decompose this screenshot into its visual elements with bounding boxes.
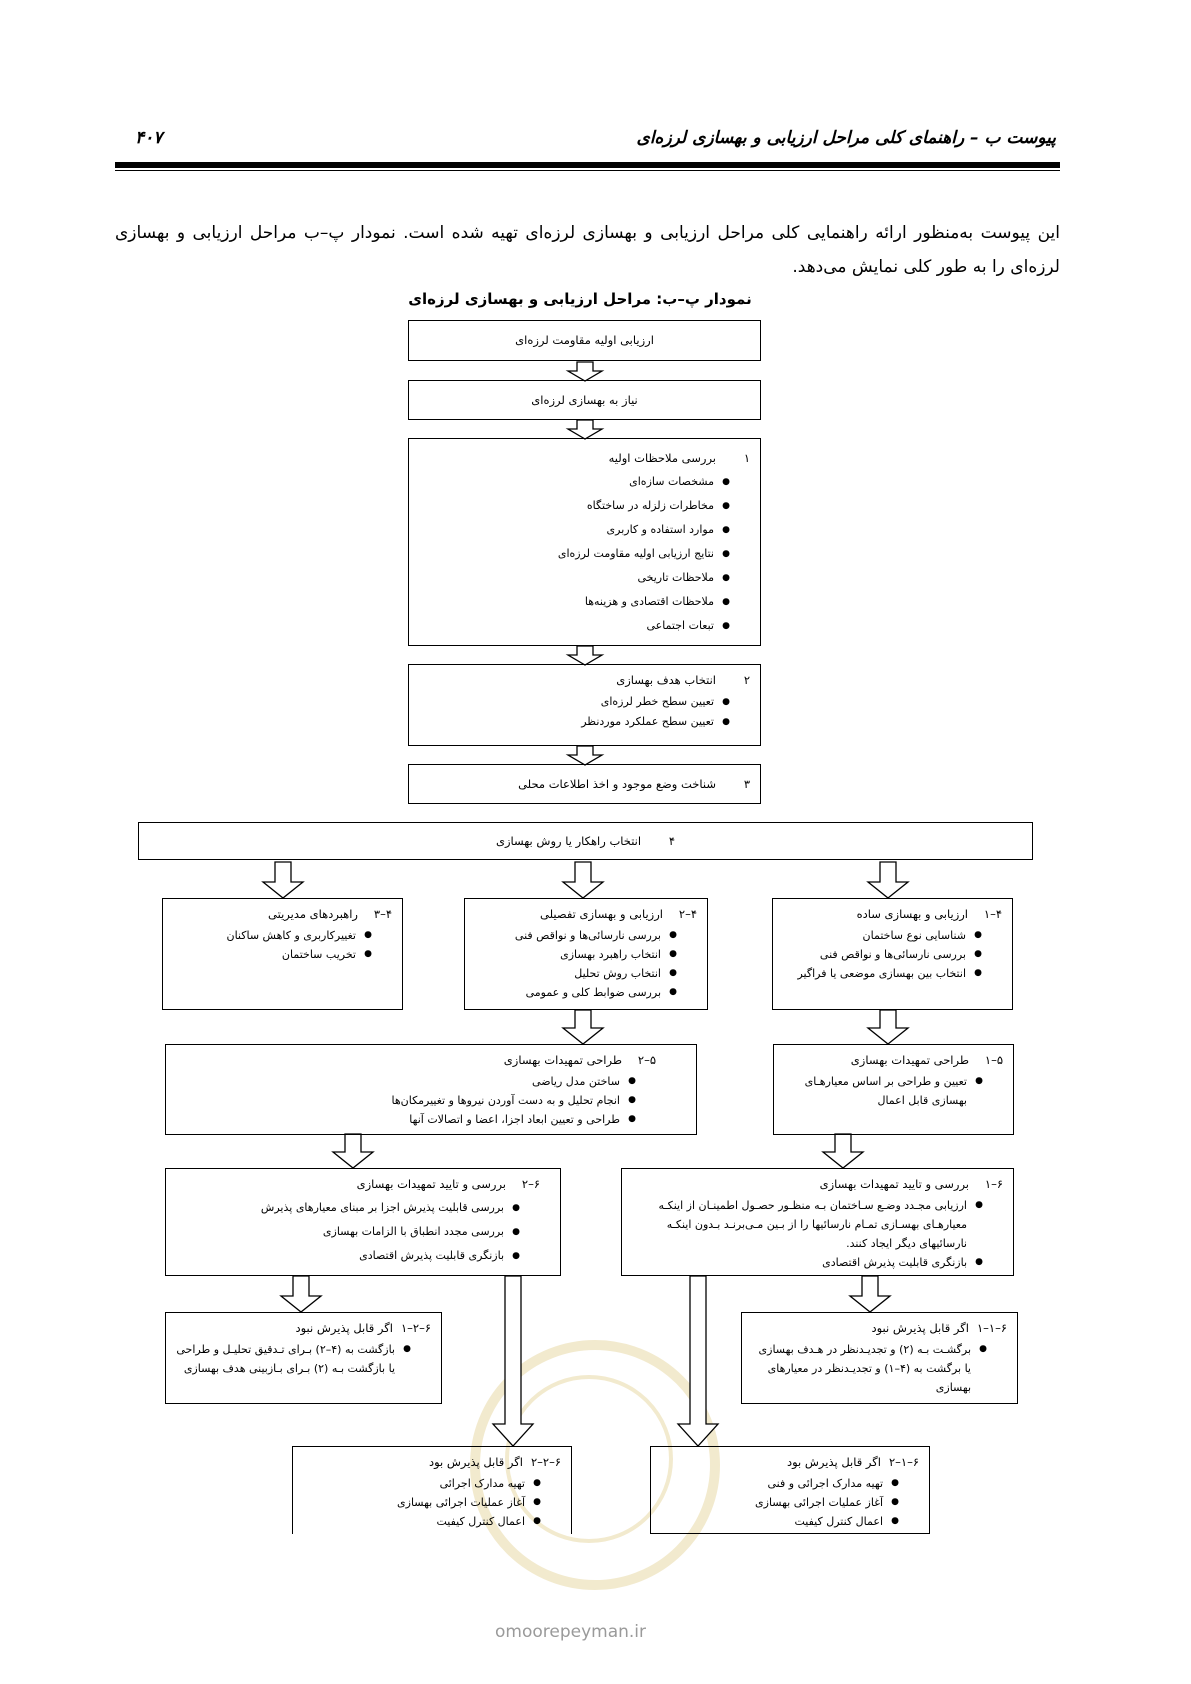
step-1-title: بررسی ملاحظات اولیه <box>608 451 716 465</box>
step-1-item: ● مشخصات سازه‌ای <box>419 470 714 494</box>
step-6-2-1-item: ● بازگشت به (۴–۲) بـرای تـدقیق تحلیـل و طراحی یا بازگشت بـه (۲) بـرای بـازبینی هدف بهسازی <box>176 1340 395 1378</box>
step-6-1-2-number: ۶–۱–۲ <box>888 1455 919 1469</box>
arrow-3 <box>568 646 602 665</box>
step-4-3-number: ۴–۳ <box>373 907 392 921</box>
box-step-6-1-2 <box>650 1446 930 1534</box>
step-2-number: ۲ <box>743 673 750 687</box>
step-6-2-2-number: ۶–۲–۲ <box>530 1455 561 1469</box>
step-6-1-item: ● بازنگری قابلیت پذیرش اقتصادی <box>632 1253 967 1272</box>
step-5-2-item: ● ساختن مدل ریاضی <box>176 1072 620 1091</box>
step-5-1-item: ● تعیین و طراحی بر اساس معیارهـای بهسازی قابل اعمال <box>784 1072 967 1110</box>
step-5-1-title: طراحی تمهیدات بهسازی <box>850 1053 969 1067</box>
box-step-6-1-1 <box>741 1312 1018 1404</box>
step-6-1-1-title: اگر قابل پذیرش نبود <box>871 1321 969 1335</box>
box-need-retrofit-label: نیاز به بهسازی لرزه‌ای <box>531 392 638 407</box>
step-4-2-item: ● انتخاب روش تحلیل <box>475 964 661 983</box>
box-step-4-1 <box>772 898 1013 1010</box>
step-4-3-item: ● تخریب ساختمان <box>173 945 356 964</box>
step-4-2-item: ● انتخاب راهبرد بهسازی <box>475 945 661 964</box>
box-step-4 <box>138 822 1033 860</box>
step-1-number: ۱ <box>743 451 750 465</box>
step-1-item: ● ملاحظات تاریخی <box>419 566 714 590</box>
step-5-2-item: ● انجام تحلیل و به دست آوردن نیروها و تغییرمکان‌ها <box>176 1091 620 1110</box>
box-step-6-2-1 <box>165 1312 442 1404</box>
step-6-1-2-title: اگر قابل پذیرش بود <box>786 1455 881 1469</box>
box-step-5-1 <box>773 1044 1014 1135</box>
step-4-2-title: ارزیابی و بهسازی تفصیلی <box>540 907 663 921</box>
arrow-6-1-1 <box>281 1276 321 1312</box>
step-3-number: ۳ <box>743 776 750 791</box>
box-step-4-3 <box>162 898 403 1010</box>
step-6-2-2-title: اگر قابل پذیرش بود <box>428 1455 523 1469</box>
box-step-6-2-2 <box>292 1446 572 1534</box>
step-4-1-item: ● انتخاب بین بهسازی موضعی یا فراگیر <box>783 964 966 983</box>
step-4-3-item: ● تغییرکاربری و کاهش ساکنان <box>173 926 356 945</box>
arrow-1 <box>568 362 602 381</box>
step-6-1-title: بررسی و تایید تمهیدات بهسازی <box>819 1177 969 1191</box>
step-4-1-number: ۴–۱ <box>983 907 1002 921</box>
box-step-2 <box>408 664 761 746</box>
step-2-title: انتخاب هدف بهسازی <box>616 673 716 687</box>
step-6-2-2-item: ● اعمال کنترل کیفیت <box>303 1512 525 1531</box>
box-initial-assessment-label: ارزیابی اولیه مقاومت لرزه‌ای <box>515 333 654 347</box>
step-6-2-number: ۶–۲ <box>521 1177 540 1191</box>
arrow-5-1 <box>868 1010 908 1044</box>
step-1-item: ● ملاحظات اقتصادی و هزینه‌ها <box>419 590 714 614</box>
step-3-title: شناخت وضع موجود و اخذ اطلاعات محلی <box>518 776 716 791</box>
running-header-title: پیوست ب – راهنمای کلی مراحل ارزیابی و بهسازی لرزه‌ای <box>636 128 1056 148</box>
step-6-2-2-item: ● آغاز عملیات اجرائی بهسازی <box>303 1493 525 1512</box>
arrow-4-1 <box>868 862 908 898</box>
step-6-1-item: ● ارزیابی مجـدد وضـع سـاختمان بـه منظـور حصـول اطمینـان از اینکـه معیارهـای بهسـازی تمـام نارسائیها را از بـین مـی‌برنـد بـدون اینکـه نارسائیهای دیگر ایجاد کنند. <box>632 1196 967 1253</box>
box-step-6-1 <box>621 1168 1014 1276</box>
header-rule-thick <box>115 162 1060 168</box>
arrow-4 <box>568 746 602 765</box>
step-6-2-2-item: ● تهیه مدارک اجرائی <box>303 1474 525 1493</box>
step-6-2-item: ● بررسی مجدد انطباق با الزامات بهسازی <box>176 1220 504 1244</box>
step-6-2-1-number: ۶–۲–۱ <box>400 1321 431 1335</box>
step-6-2-1-title: اگر قابل پذیرش نبود <box>295 1321 393 1335</box>
box-step-4-2 <box>464 898 708 1010</box>
step-5-2-title: طراحی تمهیدات بهسازی <box>503 1053 622 1067</box>
step-6-1-2-item: ● اعمال کنترل کیفیت <box>661 1512 883 1531</box>
watermark-site: omoorepeyman.ir <box>495 1622 647 1642</box>
page-number: ۴۰۷ <box>135 128 163 148</box>
arrow-4-3 <box>263 862 303 898</box>
step-4-2-item: ● بررسی نارسائی‌ها و نواقص فنی <box>475 926 661 945</box>
step-6-1-1-number: ۶–۱–۱ <box>976 1321 1007 1335</box>
step-5-2-item: ● طراحی و تعیین ابعاد اجزا، اعضا و اتصالات آنها <box>176 1110 620 1129</box>
arrow-5-2 <box>563 1010 603 1044</box>
box-step-1 <box>408 438 761 646</box>
arrow-6-1-1b <box>850 1276 890 1312</box>
box-step-6-2 <box>165 1168 561 1276</box>
step-4-3-title: راهبردهای مدیریتی <box>268 907 358 921</box>
step-6-2-item: ● بررسی قابلیت پذیرش اجزا بر مبنای معیارهای پذیرش <box>176 1196 504 1220</box>
step-4-2-number: ۴–۲ <box>678 907 697 921</box>
box-need-retrofit <box>408 380 761 420</box>
arrow-4-2 <box>563 862 603 898</box>
step-6-2-item: ● بازنگری قابلیت پذیرش اقتصادی <box>176 1244 504 1268</box>
step-5-1-number: ۵–۱ <box>984 1053 1003 1067</box>
intro-paragraph: این پیوست به‌منظور ارائه راهنمایی کلی مراحل ارزیابی و بهسازی لرزه‌ای تهیه شده است. نمودار پ–ب مراحل ارزیابی و بهسازی لرزه‌ای را به طور کلی نمایش می‌دهد. <box>115 223 1060 277</box>
step-6-1-2-item: ● آغاز عملیات اجرائی بهسازی <box>661 1493 883 1512</box>
box-step-5-2 <box>165 1044 697 1135</box>
step-5-2-number: ۵–۲ <box>637 1053 656 1067</box>
step-4-1-item: ● شناسایی نوع ساختمان <box>783 926 966 945</box>
step-1-item: ● موارد استفاده و کاربری <box>419 518 714 542</box>
box-step-3 <box>408 764 761 804</box>
step-4-title: انتخاب راهکار یا روش بهسازی <box>495 833 642 848</box>
step-6-1-2-item: ● تهیه مدارک اجرائی و فنی <box>661 1474 883 1493</box>
step-4-1-item: ● بررسی نارسائی‌ها و نواقص فنی <box>783 945 966 964</box>
step-1-item: ● مخاطرات زلزله در ساختگاه <box>419 494 714 518</box>
arrow-6-1 <box>823 1134 863 1168</box>
arrow-6-2 <box>333 1134 373 1168</box>
step-6-1-number: ۶–۱ <box>984 1177 1003 1191</box>
step-4-2-item: ● بررسی ضوابط کلی و عمومی <box>475 983 661 1002</box>
arrow-2 <box>568 420 602 439</box>
step-4-number: ۴ <box>668 833 676 848</box>
step-2-item: ● تعیین سطح خطر لرزه‌ای <box>419 692 714 712</box>
box-initial-assessment <box>408 320 761 361</box>
step-6-1-1-item: ● برگشـت بـه (۲) و تجدیـدنظر در هـدف بهسازی یا برگشت به (۴–۱) و تجدیـدنظر در معیارهای بهسازی <box>752 1340 971 1397</box>
step-2-item: ● تعیین سطح عملکرد موردنظر <box>419 712 714 732</box>
step-1-item: ● تبعات اجتماعی <box>419 614 714 638</box>
header-rule-thin <box>115 170 1060 171</box>
step-1-item: ● نتایج ارزیابی اولیه مقاومت لرزه‌ای <box>419 542 714 566</box>
diagram-title: نمودار پ–ب: مراحل ارزیابی و بهسازی لرزه‌ای <box>408 290 752 308</box>
step-6-2-title: بررسی و تایید تمهیدات بهسازی <box>356 1177 506 1191</box>
step-4-1-title: ارزیابی و بهسازی ساده <box>856 907 968 921</box>
